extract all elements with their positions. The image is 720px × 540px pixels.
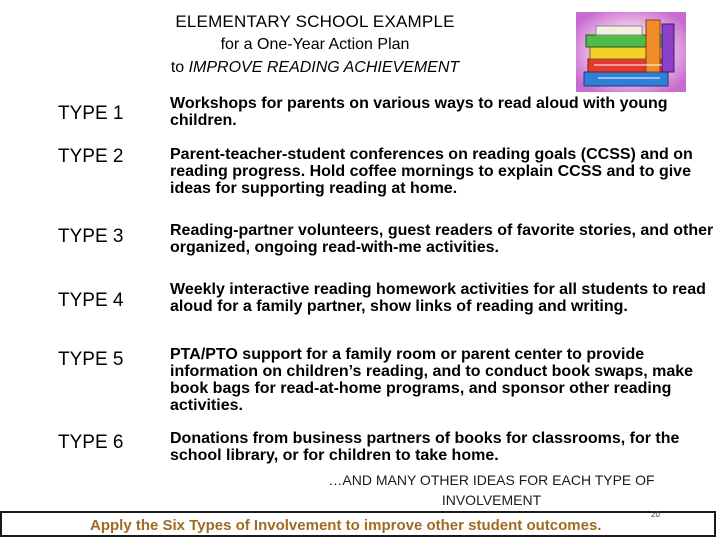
type-6-description: Donations from business partners of books for classrooms, for the school library, or for children to take home.: [170, 430, 680, 464]
title-line-3: [130, 56, 500, 79]
books-stack-icon: [576, 12, 686, 92]
type-5-description: PTA/PTO support for a family room or parent center to provide information on children’s reading, and to conduct book swaps, make book bags for read-at-home programs, and sponsor other reading activities.: [170, 346, 694, 414]
footer-text: Apply the Six Types of Involvement to improve other student outcomes.: [90, 517, 602, 534]
type-2-label: TYPE 2: [58, 146, 124, 167]
type-1-description: Workshops for parents on various ways to read aloud with young children.: [170, 95, 668, 129]
title-line-1: ELEMENTARY SCHOOL EXAMPLE: [175, 12, 455, 31]
type-5-label: TYPE 5: [58, 349, 124, 370]
type-2-description: Parent-teacher-student conferences on reading goals (CCSS) and on reading progress. Hold coffee mornings to explain CCSS and to give ideas for supporting reading at home.: [170, 146, 693, 197]
title-line-2: for a One-Year Action Plan: [220, 36, 410, 53]
type-4-description: Weekly interactive reading homework activities for all students to read aloud for a family partner, show links of reading and writing.: [170, 281, 706, 315]
title-line-3-highlight: IMPROVE READING ACHIEVEMENT: [188, 59, 460, 76]
page-number: 20: [651, 510, 660, 519]
more-ideas-note: …AND MANY OTHER IDEAS FOR EACH TYPE OF INVOLVEMENT: [328, 472, 655, 508]
page-title: [130, 10, 500, 79]
type-4-label: TYPE 4: [58, 290, 124, 311]
title-line-3-prefix: to: [170, 59, 189, 76]
type-3-label: TYPE 3: [58, 226, 124, 247]
type-6-label: TYPE 6: [58, 432, 124, 453]
type-1-label: TYPE 1: [58, 103, 124, 124]
type-3-description: Reading-partner volunteers, guest readers of favorite stories, and other organized, ongoing read-with-me activities.: [170, 222, 714, 256]
